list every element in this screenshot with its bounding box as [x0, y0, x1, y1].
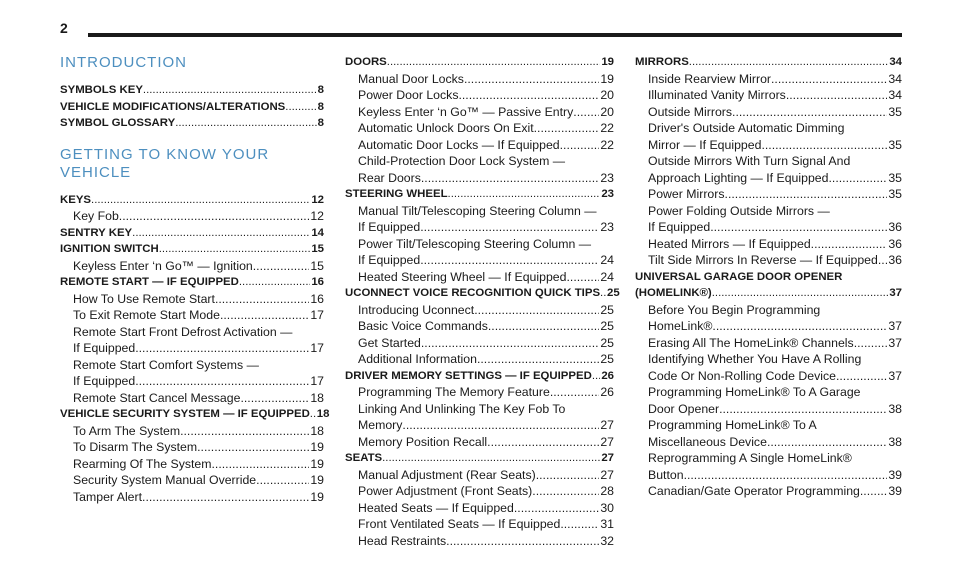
toc-entry-label: How To Use Remote Start [73, 291, 215, 306]
toc-entry[interactable] [345, 269, 614, 286]
toc-entry[interactable] [635, 71, 902, 88]
toc-entry-label: STEERING WHEEL [345, 188, 448, 200]
toc-column-1 [60, 54, 330, 505]
toc-page-number: 25 [600, 352, 614, 366]
toc-entry[interactable] [60, 258, 324, 275]
dot-leader [767, 434, 887, 451]
dot-leader [592, 368, 601, 385]
toc-entry-label: Key Fob [73, 209, 119, 223]
toc-heading-entry[interactable] [60, 192, 324, 209]
dot-leader [828, 170, 887, 187]
toc-entry-label: Tamper Alert [73, 489, 143, 504]
toc-entry-label: Power Mirrors [648, 187, 725, 201]
toc-entry[interactable] [60, 456, 324, 473]
toc-entry-label: (HOMELINK®) [635, 287, 712, 299]
toc-entry[interactable] [635, 384, 902, 417]
toc-entry[interactable] [60, 423, 324, 440]
toc-entry[interactable] [345, 467, 614, 484]
toc-entry-label: Canadian/Gate Operator Programming [648, 484, 860, 498]
toc-entry[interactable] [60, 208, 324, 225]
toc-entry-label: Manual Adjustment (Rear Seats) [358, 467, 536, 482]
section-title: GETTING TO KNOW YOUR VEHICLE [60, 145, 270, 181]
toc-entry[interactable] [345, 335, 614, 352]
toc-entry[interactable] [60, 357, 324, 390]
toc-entry-label: Outside Mirrors [648, 104, 733, 119]
toc-entry[interactable] [60, 472, 324, 489]
dot-leader [448, 186, 601, 203]
toc-page-number: 35 [888, 187, 902, 201]
toc-page-number: 8 [317, 84, 324, 96]
toc-page-number: 16 [310, 291, 324, 306]
toc-entry[interactable] [635, 417, 902, 450]
toc-page-number: 25 [600, 319, 614, 333]
toc-entry[interactable] [635, 450, 902, 483]
toc-page-number: 24 [600, 269, 614, 284]
toc-heading-entry[interactable] [345, 54, 614, 71]
dot-leader [550, 384, 600, 401]
toc-heading-entry[interactable] [60, 241, 324, 258]
toc-column-3 [635, 54, 902, 500]
toc-page-number: 19 [600, 71, 614, 86]
toc-page-number: 18 [310, 390, 324, 405]
toc-page-number: 30 [600, 500, 614, 515]
toc-entry-label: Head Restraints [358, 533, 447, 548]
dot-leader [534, 120, 600, 137]
toc-entry-label: Illuminated Vanity Mirrors [648, 88, 786, 102]
toc-entry-label: VEHICLE SECURITY SYSTEM — IF EQUIPPED [60, 408, 310, 420]
toc-entry-label: DOORS [345, 56, 387, 68]
dot-leader [573, 104, 599, 121]
toc-entry-label: Door Opener [648, 401, 720, 416]
toc-entry[interactable] [60, 307, 324, 324]
toc-page-number: 20 [600, 88, 614, 102]
dot-leader [239, 274, 310, 291]
toc-page-number: 32 [600, 533, 614, 548]
dot-leader [240, 390, 309, 407]
toc-page-number: 35 [888, 104, 902, 119]
toc-page-number: 16 [311, 276, 324, 288]
dot-leader [761, 137, 887, 154]
toc-page-number: 36 [888, 253, 902, 267]
toc-entry-label-line: Linking And Unlinking The Key Fob To [358, 401, 566, 416]
toc-entry-label: Mirror — If Equipped [648, 137, 762, 152]
toc-entry[interactable] [345, 87, 614, 104]
dot-leader [446, 533, 599, 550]
toc-page-number: 38 [888, 434, 902, 449]
toc-entry-label: Keyless Enter ‘n Go™ — Passive Entry [358, 104, 574, 119]
toc-entry[interactable] [635, 335, 902, 352]
dot-leader [256, 472, 309, 489]
toc-entry[interactable] [60, 390, 324, 407]
toc-entry[interactable] [345, 434, 614, 451]
toc-page-number: 8 [317, 100, 324, 113]
toc-page-number: 18 [316, 408, 330, 420]
toc-page-number: 12 [310, 209, 324, 223]
toc-entry-label: Button [648, 467, 684, 482]
dot-leader [420, 252, 599, 269]
toc-page-number: 8 [317, 117, 324, 129]
dot-leader [387, 54, 601, 71]
toc-entry-label: Power Door Locks [358, 88, 459, 102]
dot-leader [215, 291, 309, 308]
toc-page-number: 35 [888, 170, 902, 185]
dot-leader [421, 335, 599, 352]
toc-entry[interactable] [345, 104, 614, 121]
toc-page-number: 27 [601, 452, 614, 464]
toc-entry[interactable] [635, 153, 902, 186]
toc-entry-label: To Exit Remote Start Mode [73, 308, 220, 322]
dot-leader [474, 302, 599, 319]
toc-page-number: 22 [600, 137, 614, 152]
toc-heading-entry[interactable] [60, 274, 324, 291]
dot-leader [786, 87, 888, 104]
toc-entry[interactable] [345, 516, 614, 533]
toc-entry-label: Inside Rearview Mirror [648, 71, 771, 86]
toc-entry-label: Approach Lighting — If Equipped [648, 170, 829, 185]
dot-leader [532, 483, 599, 500]
toc-entry-label: If Equipped [358, 253, 421, 267]
dot-leader [712, 318, 887, 335]
toc-entry-label-line: UNIVERSAL GARAGE DOOR OPENER [635, 270, 843, 283]
toc-entry-label: If Equipped [358, 220, 421, 234]
toc-entry[interactable] [345, 500, 614, 517]
toc-page-number: 26 [600, 385, 614, 399]
toc-page-number: 39 [888, 467, 902, 482]
toc-entry[interactable] [635, 203, 902, 236]
toc-page-number: 31 [600, 517, 614, 531]
toc-page-number: 12 [311, 193, 324, 206]
toc-heading-entry[interactable] [345, 450, 614, 467]
toc-entry-label-line: Remote Start Front Defrost Activation — [73, 324, 293, 339]
toc-entry-label: SYMBOLS KEY [60, 84, 143, 96]
toc-page-number: 24 [600, 253, 614, 267]
toc-page-number: 27 [600, 467, 614, 482]
dot-leader [854, 335, 888, 352]
toc-entry-label: If Equipped [73, 341, 136, 355]
dot-leader [514, 500, 599, 517]
toc-entry-label: SYMBOL GLOSSARY [60, 117, 176, 129]
dot-leader [253, 258, 310, 275]
toc-page-number: 26 [601, 369, 614, 382]
dot-leader [142, 489, 309, 506]
toc-entry-label: Get Started [358, 335, 421, 350]
toc-entry-label: Rearming Of The System [73, 456, 212, 471]
toc-page-number: 23 [601, 188, 614, 200]
toc-entry-label-line: Remote Start Comfort Systems — [73, 357, 259, 372]
toc-entry-label: Rear Doors [358, 170, 421, 185]
toc-entry[interactable] [345, 318, 614, 335]
toc-page-number: 18 [310, 423, 324, 438]
toc-entry-label-line: Programming HomeLink® To A Garage [648, 385, 861, 399]
toc-entry-label: Additional Information [358, 352, 477, 366]
dot-leader [458, 87, 599, 104]
toc-entry-label: VEHICLE MODIFICATIONS/ALTERATIONS [60, 100, 286, 113]
toc-entry-label: Front Ventilated Seats — If Equipped [358, 517, 561, 531]
toc-entry-label-line: Child-Protection Door Lock System — [358, 154, 566, 168]
toc-heading-entry[interactable] [60, 99, 324, 116]
toc-entry[interactable] [635, 104, 902, 121]
toc-entry-label-line: Before You Begin Programming [648, 302, 821, 317]
toc-heading-entry[interactable] [635, 54, 902, 71]
toc-entry-label: Security System Manual Override [73, 473, 257, 487]
toc-entry-label: Programming The Memory Feature [358, 385, 550, 399]
dot-leader [464, 71, 599, 88]
toc-entry-label: Heated Seats — If Equipped [358, 500, 514, 515]
toc-entry-label-line: Power Folding Outside Mirrors — [648, 203, 830, 218]
dot-leader [421, 170, 599, 187]
dot-leader [567, 269, 600, 286]
toc-entry[interactable] [635, 302, 902, 335]
toc-entry-label: Heated Steering Wheel — If Equipped [358, 269, 567, 284]
section-title: INTRODUCTION [60, 54, 187, 71]
dot-leader [159, 241, 311, 258]
toc-heading-entry[interactable] [345, 368, 614, 385]
toc-page-number: 34 [888, 88, 902, 102]
toc-page-number: 38 [888, 401, 902, 416]
toc-heading-entry[interactable] [60, 115, 324, 132]
toc-entry-label-line: Power Tilt/Telescoping Steering Column — [358, 236, 592, 251]
toc-entry-label: If Equipped [73, 374, 136, 388]
toc-heading-entry[interactable] [635, 269, 902, 302]
toc-entry[interactable] [635, 483, 902, 500]
dot-leader [91, 192, 310, 209]
toc-entry-label-line: Manual Tilt/Telescoping Steering Column — [358, 203, 597, 218]
toc-page-number: 39 [888, 484, 902, 498]
dot-leader [725, 186, 888, 203]
toc-page-number: 36 [888, 236, 902, 251]
dot-leader [560, 516, 599, 533]
header-rule [88, 33, 902, 37]
toc-page-number: 23 [600, 170, 614, 185]
toc-entry-label: Code Or Non-Rolling Code Device [648, 368, 836, 383]
toc-entry-label: SEATS [345, 452, 383, 464]
toc-entry-label: Keyless Enter ‘n Go™ — Ignition [73, 258, 253, 273]
dot-leader [860, 483, 887, 500]
toc-page-number: 37 [888, 368, 902, 383]
toc-entry-label: SENTRY KEY [60, 226, 133, 239]
toc-entry-label: Erasing All The HomeLink® Channels [648, 335, 854, 350]
toc-page-number: 37 [888, 319, 902, 333]
toc-entry[interactable] [345, 236, 614, 269]
dot-leader [197, 439, 309, 456]
toc-heading-entry[interactable] [60, 406, 330, 423]
dot-leader [132, 225, 310, 242]
toc-entry-label: To Disarm The System [73, 440, 198, 454]
toc-entry[interactable] [345, 203, 614, 236]
toc-page-number: 23 [600, 220, 614, 234]
toc-page-number: 20 [600, 104, 614, 119]
toc-entry-label: IGNITION SWITCH [60, 243, 159, 255]
toc-entry-label: Miscellaneous Device [648, 434, 767, 449]
dot-leader [119, 208, 310, 225]
toc-page-number: 22 [600, 121, 614, 135]
toc-page-number: 36 [888, 220, 902, 234]
toc-entry-label: Manual Door Locks [358, 71, 464, 86]
dot-leader [135, 340, 309, 357]
toc-page-number: 25 [600, 302, 614, 317]
toc-entry[interactable] [60, 489, 324, 506]
toc-page-number: 35 [888, 137, 902, 152]
dot-leader [180, 423, 309, 440]
toc-page-number: 19 [310, 440, 324, 454]
toc-column-2 [345, 54, 620, 549]
toc-page-number: 27 [600, 418, 614, 432]
dot-leader [836, 368, 887, 385]
dot-leader [143, 82, 317, 99]
toc-page-number: 27 [600, 434, 614, 449]
toc-entry[interactable] [635, 236, 902, 253]
toc-entry[interactable] [345, 351, 614, 368]
toc-entry-label: UCONNECT VOICE RECOGNITION QUICK TIPS [345, 287, 601, 299]
dot-leader [878, 252, 887, 269]
toc-entry[interactable] [60, 324, 324, 357]
toc-page-number: 34 [889, 56, 902, 68]
dot-leader [420, 219, 599, 236]
toc-entry-label-line: Programming HomeLink® To A [648, 418, 817, 432]
toc-entry-label: Remote Start Cancel Message [73, 390, 241, 405]
toc-entry-label: Power Adjustment (Front Seats) [358, 484, 533, 498]
toc-entry-label: MIRRORS [635, 56, 689, 68]
toc-entry[interactable] [635, 351, 902, 384]
toc-entry[interactable] [345, 384, 614, 401]
dot-leader [488, 318, 599, 335]
page-number: 2 [60, 20, 68, 36]
dot-leader [689, 54, 889, 71]
toc-page-number: 15 [311, 243, 324, 255]
toc-entry-label: Automatic Door Locks — If Equipped [358, 137, 560, 152]
toc-heading-entry[interactable] [60, 82, 324, 99]
toc-page-number: 37 [888, 335, 902, 350]
toc-entry[interactable] [635, 252, 902, 269]
toc-entry-label: To Arm The System [73, 423, 181, 438]
toc-page-number: 28 [600, 484, 614, 498]
dot-leader [382, 450, 600, 467]
toc-page-number: 25 [600, 335, 614, 350]
toc-page-number: 19 [310, 456, 324, 471]
toc-entry-label: Basic Voice Commands [358, 319, 488, 333]
toc-entry-label: HomeLink® [648, 319, 713, 333]
dot-leader [477, 351, 599, 368]
toc-entry-label-line: Outside Mirrors With Turn Signal And [648, 154, 851, 168]
toc-entry[interactable] [345, 71, 614, 88]
toc-page-number: 14 [311, 226, 324, 239]
toc-entry-label-line: Reprogramming A Single HomeLink® [648, 451, 852, 465]
dot-leader [811, 236, 888, 253]
toc-page-number: 17 [310, 374, 324, 388]
toc-entry[interactable] [635, 87, 902, 104]
dot-leader [560, 137, 600, 154]
toc-entry-label-line: Identifying Whether You Have A Rolling [648, 352, 862, 366]
toc-entry-label: Automatic Unlock Doors On Exit [358, 121, 534, 135]
dot-leader [175, 115, 316, 132]
toc-entry[interactable] [345, 302, 614, 319]
toc-page-number: 37 [889, 287, 902, 299]
toc-heading-entry[interactable] [345, 186, 614, 203]
toc-heading-entry[interactable] [345, 285, 620, 302]
toc-page-number: 19 [310, 489, 324, 504]
dot-leader [135, 373, 309, 390]
toc-entry-label: REMOTE START — IF EQUIPPED [60, 276, 239, 288]
toc-entry-label: Memory [358, 418, 403, 432]
toc-entry[interactable] [345, 137, 614, 154]
toc-entry-label: Memory Position Recall [358, 434, 488, 449]
toc-page-number: 15 [310, 258, 324, 273]
toc-page-number: 17 [310, 308, 324, 322]
dot-leader [536, 467, 600, 484]
toc-page-number: 19 [601, 56, 614, 68]
dot-leader [712, 285, 889, 302]
toc-entry[interactable] [345, 401, 614, 434]
toc-entry[interactable] [345, 120, 614, 137]
toc-entry-label: DRIVER MEMORY SETTINGS — IF EQUIPPED [345, 369, 592, 382]
toc-entry[interactable] [345, 153, 614, 186]
toc-entry-label: Tilt Side Mirrors In Reverse — If Equipped [648, 253, 878, 267]
toc-page-number: 34 [888, 71, 902, 86]
dot-leader [220, 307, 309, 324]
toc-entry-label: KEYS [60, 193, 92, 206]
dot-leader [771, 71, 887, 88]
toc-entry[interactable] [635, 120, 902, 153]
dot-leader [710, 219, 887, 236]
toc-entry-label: Heated Mirrors — If Equipped [648, 236, 811, 251]
dot-leader [719, 401, 887, 418]
toc-heading-entry[interactable] [60, 225, 324, 242]
toc-entry[interactable] [60, 439, 324, 456]
dot-leader [212, 456, 310, 473]
toc-entry[interactable] [635, 186, 902, 203]
toc-entry[interactable] [345, 533, 614, 550]
toc-entry-label-line: Driver's Outside Automatic Dimming [648, 121, 845, 135]
toc-entry-label: Introducing Uconnect [358, 302, 475, 317]
dot-leader [402, 417, 599, 434]
dot-leader [684, 467, 888, 484]
dot-leader [487, 434, 599, 451]
toc-entry-label: If Equipped [648, 220, 711, 234]
toc-entry[interactable] [60, 291, 324, 308]
toc-entry[interactable] [345, 483, 614, 500]
dot-leader [732, 104, 887, 121]
dot-leader [285, 99, 316, 116]
toc-page-number: 19 [310, 473, 324, 487]
toc-page-number: 25 [607, 287, 620, 299]
toc-page-number: 17 [310, 341, 324, 355]
